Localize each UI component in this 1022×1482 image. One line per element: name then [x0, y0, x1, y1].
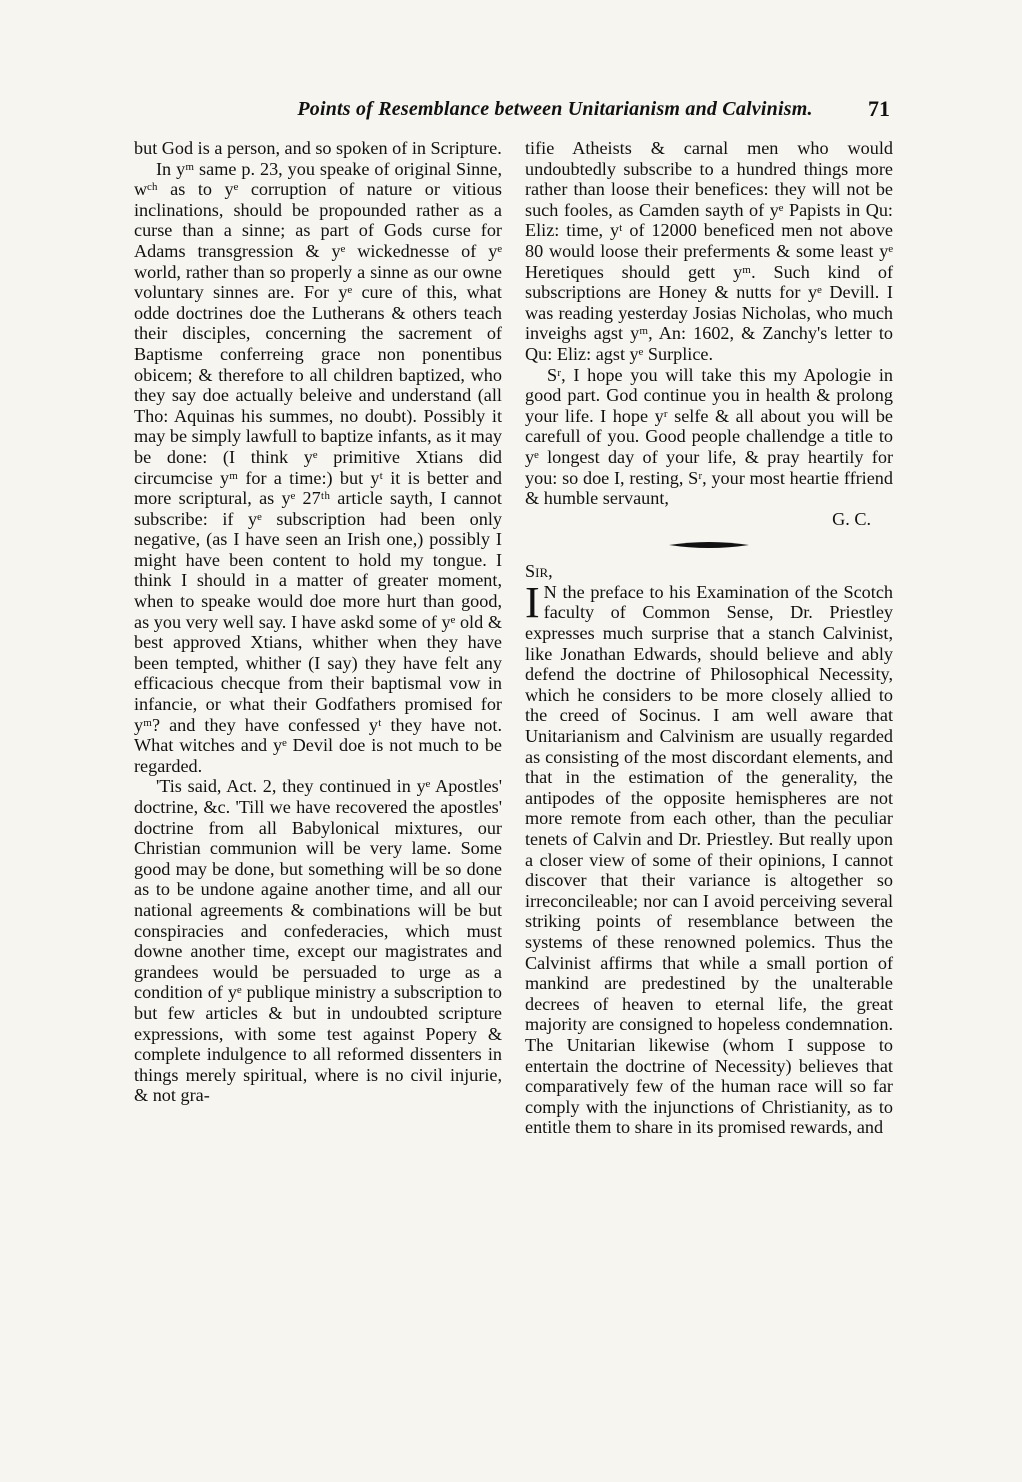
left-paragraph-1: but God is a person, and so spoken of in Scripture.	[134, 138, 502, 158]
letter-signature: G. C.	[832, 508, 871, 529]
drop-cap: I	[525, 577, 540, 627]
page-number: 71	[868, 96, 890, 121]
right-paragraph-3-text: N the preface to his Examination of the Scotch faculty of Common Sense, Dr. Priestley expresses much surprise that a stanch Calvinist, like Jonathan Edwards, should believe and ably defend the doctrine of Philosophical Necessity, which he considers to be more closely allied to the creed of Socinus. I am well aware that Unitarianism and Calvinism are usually regarded as consisting of the most discordant elements, and that in the estimation of the generality, the antipodes of the opposite hemispheres are not more remote from each other, than the peculiar tenets of Calvin and Dr. Priestley. But really upon a closer view of some of their opinions, I cannot discover that their variance is altogether so irreconcileable; nor can I avoid perceiving several striking points of resemblance between the systems of these renowned polemics. Thus the Calvinist affirms that while a small portion of mankind are predestined by the unalterable decrees of heaven to eternal life, the great majority are consigned to hopeless condemnation. The Unitarian likewise (whom I suppose to entertain the doctrine of Necessity) believes that comparatively few of the human race will so far comply with the injunctions of Christianity, as to entitle them to share in its promised rewards, and	[525, 581, 893, 1138]
left-paragraph-2: In yᵐ same p. 23, you speake of original Sinne, wᶜʰ as to yᵉ corruption of nature or vitious inclinations, should be propounded rather as a curse than a sinne; as part of Gods curse for Adams transgression & yᵉ wickednesse of yᵉ world, rather than so properly a sinne as our owne voluntary sinnes are. For yᵉ cure of this, what odde doctrines doe the Lutherans & others teach their disciples, concerning the sacrement of Baptisme conferreing grace non ponentibus obicem; & therefore to all children baptized, who they say doe actually beleive and understand (all Tho: Aquinas his summes, no doubt). Possibly it may be simply lawfull to baptize infants, as it may be done: (I think yᵉ primitive Xtians did circumcise yᵐ for a time:) but yᵗ it is better and more scriptural, as yᵉ 27ᵗʰ article sayth, I cannot subscribe: if yᵉ subscription had been only negative, (as I have seen an Irish one,) possibly I might have been content to hold my tongue. I think I should in a matter of greater moment, when to speake would doe more hurt than good, as you very well say. I have askd some of yᵉ old & best approved Xtians, whither when they have been tempted, whither (I say) they have felt any efficacious checque from their baptismal vow in infancie, or what their Godfathers promised for yᵐ? and they have confessed yᵗ they have not. What witches and yᵉ Devil doe is not much to be regarded.	[134, 158, 502, 776]
running-title: Points of Resemblance between Unitarianism and Calvinism.	[297, 98, 813, 120]
right-column	[525, 138, 893, 1138]
left-paragraph-3: 'Tis said, Act. 2, they continued in yᵉ Apostles' doctrine, &c. 'Till we have recovered the apostles' doctrine from all Babylonical mixtures, our Christian communion will be very lame. Some good may be done, but something will be so done as to be undone againe another time, and all our national agreements & combinations will be but conspiracies and confederacies, which must downe another time, except our magistrates and grandees would be persuaded to urge as a condition of yᵉ publique ministry a subscription to but few articles & but in undoubted scripture expressions, with some test against Popery & complete indulgence to all reformed dissenters in things merely spiritual, where is no civil injurie, & not gra-	[134, 776, 502, 1106]
right-paragraph-2: Sʳ, I hope you will take this my Apologie in good part. God continue you in health & prolong your life. I hope yʳ selfe & all about you will be carefull of you. Good people challendge a title to yᵉ longest day of your life, & pray heartily for you: so doe I, resting, Sʳ, your most heartie ffriend & humble servaunt,	[525, 364, 893, 509]
left-column	[134, 138, 502, 1106]
divider-ornament-icon	[669, 540, 749, 550]
right-paragraph-1: tifie Atheists & carnal men who would undoubtedly subscribe to a hundred things more rather than loose their benefices: they will not be such fooles, as Camden sayth of yᵉ Papists in Qu: Eliz: time, yᵗ of 12000 beneficed men not above 80 would loose their preferments & some least yᵉ Heretiques should gett yᵐ. Such kind of subscriptions are Honey & nutts for yᵉ Devill. I was reading yesterday Josias Nicholas, who much inveighs agst yᵐ, An: 1602, & Zanchy's letter to Qu: Eliz: agst yᵉ Surplice.	[525, 138, 893, 364]
letter-salutation: Sir,	[525, 561, 553, 582]
section-divider	[525, 529, 893, 561]
right-paragraph-3	[525, 577, 893, 1138]
